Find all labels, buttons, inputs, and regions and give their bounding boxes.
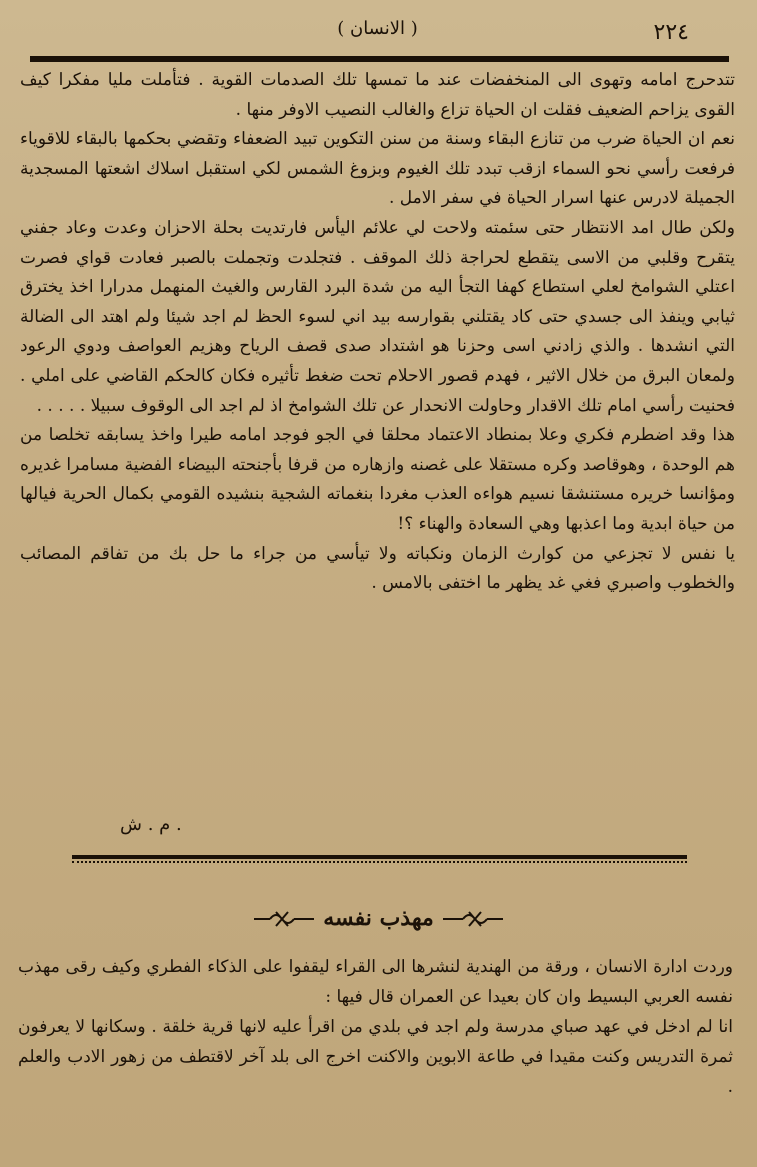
section-paragraph: وردت ادارة الانسان ، ورقة من الهندية لنشرها الى القراء ليقفوا على الذكاء الفطري وكيف رقى مهذب نفسه العربي البسيط وان كان بعيدا عن العمران قال فيها : xyxy=(18,957,733,1007)
running-title: ( الانسان ) xyxy=(337,18,418,39)
section-body xyxy=(18,952,733,1102)
article-paragraph: ولكن طال امد الانتظار حتى سئمته ولاحت لي علائم اليأس فارتديت بحلة الاحزان وعدت وعاد جفني يتقرح وقلبي من الاسى يتقطع لحراجة ذلك الموقف . فتجلدت وتجملت بالصبر فعادت قواي فصرت اعتلي الشوامخ لعلي استطاع كهفا التجأ اليه من شدة البرد القارس والغيث المنهمل مدرارا اخذ يخترق ثيابي وينفذ الى جسدي حتى كاد يقتلني بقوارسه بيد اني لسوء الحظ لم اجد شيئا ولم اهتد الى الضالة التي انشدها . والذي زادني اسى وحزنا هو اشتداد صدى قصف الرياح وهزيم العواصف ودوي الرعود ولمعان البرق من خلال الاثير ، فهدم قصور الاحلام تحت ضغط تأثيره فكان كالحكم القاضي على املي . فحنيت رأسي امام تلك الاقدار وحاولت الانحدار عن تلك الشوامخ اذ لم اجد الى الوقوف سبيلا . . . . . xyxy=(20,217,735,416)
right-ornament-icon xyxy=(252,908,316,930)
section-title: مهذب نفسه xyxy=(323,905,434,931)
section-paragraph: انا لم ادخل في عهد صباي مدرسة ولم اجد في بلدي من اقرأ عليه لانها قرية خلقة . وسكانها لا يعرفون ثمرة التدريس وكنت مقيدا في طاعة الابوين والاكنت اخرج الى بلد آخر لاقتطف من زهور الادب والعلم . xyxy=(18,1017,733,1097)
page-number: ٢٢٤ xyxy=(653,20,689,45)
header-rule xyxy=(30,56,729,62)
section-divider xyxy=(72,855,687,859)
author-signature: م . ش . xyxy=(120,814,182,835)
article-paragraph: هذا وقد اضطرم فكري وعلا بمنطاد الاعتماد محلقا في الجو فوجد امامه طيرا واخذ يسابقه تخلصا من هم الوحدة ، وهوقاصد وكره مستقلا على غصنه وازهاره من قرفا بأجنحته البيضاء الفضية مسامرا غديره ومؤانسا خريره مستنشقا نسيم هواءه العذب مغردا بنغماته الشجية بنشيده القومي بكمال الحرية فيالها من حياة ابدية وما اعذبها وهي السعادة والهناء ؟! xyxy=(20,425,735,534)
article-paragraph: يا نفس لا تجزعي من كوارث الزمان ونكباته ولا تيأسي من جراء ما حل بك من تفاقم المصائب والخطوب واصبري فغي غد يظهر ما اختفى بالامس . xyxy=(20,543,735,594)
section-divider-dots xyxy=(72,861,687,863)
article-body xyxy=(20,66,735,599)
section-heading xyxy=(0,905,757,931)
article-paragraph: نعم ان الحياة ضرب من تنازع البقاء وسنة من سنن التكوين تبيد الضعفاء وتقضي بحكمها بالبقاء للاقوياء فرفعت رأسي نحو السماء ازقب تبدد تلك الغيوم وبزوغ الشمس لكي استقبل اسلاك اشعتها المسجدية الجميلة لادرس عنها اسرار الحياة في سفر الامل . xyxy=(20,129,735,209)
page-header xyxy=(28,12,727,52)
article-paragraph: تتدحرج امامه وتهوى الى المنخفضات عند ما تمسها تلك الصدمات القوية . فتأملت مليا مفكرا كيف القوى يزاحم الضعيف فقلت ان الحياة تزاع والغالب النصيب الاوفر منها . xyxy=(20,70,735,120)
left-ornament-icon xyxy=(441,908,505,930)
